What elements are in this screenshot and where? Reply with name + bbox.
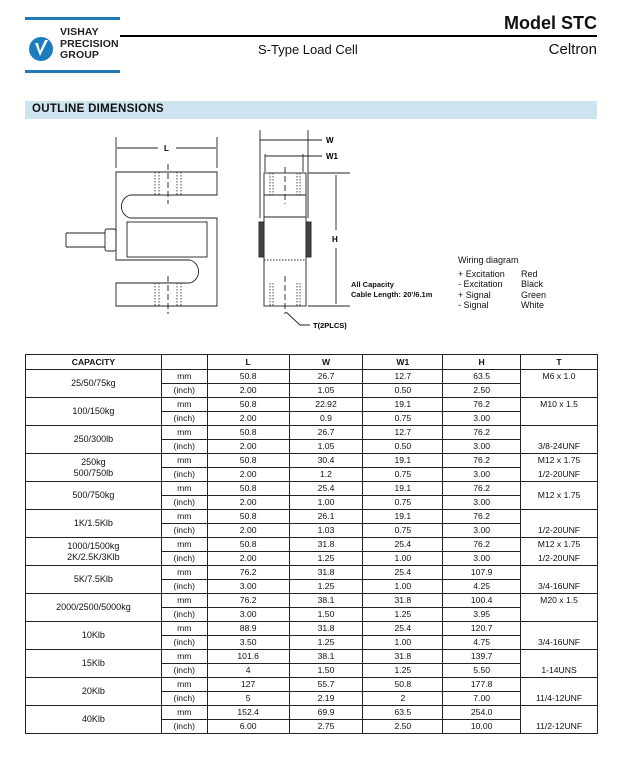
thread-spec-bottom: 1-14UNS (541, 665, 577, 675)
header-t: T (521, 355, 598, 370)
capacity-line: 15Klb (81, 658, 105, 668)
value-w1-mm: 12.7 (363, 426, 443, 440)
header-w: W (289, 355, 363, 370)
unit-inch: (inch) (161, 524, 207, 538)
wiring-color: Black (521, 279, 544, 289)
value-l-mm: 50.8 (207, 370, 289, 384)
capacity-cell (26, 426, 162, 454)
table-row-mm (26, 510, 598, 524)
thread-cell (521, 594, 598, 622)
value-h-inch: 7.00 (443, 692, 521, 706)
dim-label-l: L (164, 144, 169, 153)
value-l-mm: 88.9 (207, 622, 289, 636)
capacity-line: 5K/7.5Klb (73, 574, 113, 584)
value-w1-mm: 25.4 (363, 566, 443, 580)
capacity-line: 250kg (81, 456, 106, 467)
value-h-mm: 76.2 (443, 510, 521, 524)
value-w-mm: 25.4 (289, 482, 363, 496)
value-h-inch: 3.95 (443, 608, 521, 622)
value-l-mm: 50.8 (207, 426, 289, 440)
value-w-mm: 26.1 (289, 510, 363, 524)
cable-note-line-1: All Capacity (351, 280, 394, 289)
unit-mm: mm (161, 510, 207, 524)
value-w-mm: 38.1 (289, 650, 363, 664)
value-w-inch: 0.9 (289, 412, 363, 426)
value-w1-inch: 0.75 (363, 468, 443, 482)
value-l-inch: 2.00 (207, 552, 289, 566)
value-l-inch: 6.00 (207, 720, 289, 734)
table-row-mm (26, 594, 598, 608)
unit-inch: (inch) (161, 608, 207, 622)
header-h: H (443, 355, 521, 370)
wiring-title: Wiring diagram (458, 255, 519, 265)
wiring-signal: - Excitation (458, 279, 503, 289)
wiring-color: Red (521, 268, 538, 279)
wiring-color: White (521, 300, 545, 310)
table-row-mm (26, 566, 598, 580)
thread-cell (521, 482, 598, 510)
value-l-mm: 76.2 (207, 566, 289, 580)
thread-cell (521, 454, 598, 482)
value-h-inch: 10.00 (443, 720, 521, 734)
logo-v-mark-icon (29, 37, 53, 61)
wiring-color: Green (521, 289, 547, 300)
value-w1-inch: 1.00 (363, 552, 443, 566)
value-l-mm: 50.8 (207, 482, 289, 496)
capacity-cell (26, 510, 162, 538)
value-w-inch: 1.00 (289, 496, 363, 510)
table-body (26, 370, 598, 734)
unit-mm: mm (161, 650, 207, 664)
table-row-mm (26, 454, 598, 468)
dim-label-h: H (332, 235, 338, 244)
dim-label-w: W (326, 136, 334, 145)
value-w-inch: 1.03 (289, 524, 363, 538)
wiring-row (458, 269, 546, 280)
value-h-mm: 76.2 (443, 538, 521, 552)
value-h-mm: 120.7 (443, 622, 521, 636)
value-l-mm: 101.6 (207, 650, 289, 664)
value-l-inch: 3.00 (207, 580, 289, 594)
header-l: L (207, 355, 289, 370)
wiring-signal: + Signal (458, 289, 491, 300)
unit-mm: mm (161, 426, 207, 440)
capacity-line: 10Klb (81, 630, 105, 640)
capacity-line: 1000/1500kg (67, 540, 120, 551)
thread-spec-top (521, 678, 597, 691)
cable-note-line-2: Cable Length: 20'/6.1m (351, 289, 433, 299)
value-l-mm: 50.8 (207, 398, 289, 412)
capacity-cell (26, 650, 162, 678)
table-row-mm (26, 398, 598, 412)
unit-inch: (inch) (161, 552, 207, 566)
unit-mm: mm (161, 678, 207, 692)
value-l-mm: 50.8 (207, 538, 289, 552)
thread-spec-bottom: 3/4-16UNF (538, 581, 581, 591)
section-title: OUTLINE DIMENSIONS (32, 103, 164, 115)
capacity-cell (26, 370, 162, 398)
value-w-mm: 26.7 (289, 426, 363, 440)
table-row-mm (26, 706, 598, 720)
value-h-inch: 4.75 (443, 636, 521, 650)
value-l-inch: 2.00 (207, 440, 289, 454)
capacity-line: 250/300lb (73, 434, 114, 444)
cable-note (351, 280, 432, 299)
thread-spec: M12 x 1.75 (537, 490, 581, 500)
value-w1-mm: 25.4 (363, 622, 443, 636)
capacity-line: 100/150kg (72, 406, 115, 416)
table-row-mm (26, 678, 598, 692)
value-l-inch: 3.50 (207, 636, 289, 650)
header-w1: W1 (363, 355, 443, 370)
thread-cell (521, 398, 598, 426)
value-w1-mm: 12.7 (363, 370, 443, 384)
thread-spec-bottom: 1/2-20UNF (538, 525, 581, 535)
value-h-inch: 2.50 (443, 384, 521, 398)
capacity-line: 25/50/75kg (71, 378, 116, 388)
thread-spec-top (521, 426, 597, 439)
thread-cell (521, 622, 598, 650)
value-l-mm: 152.4 (207, 706, 289, 720)
value-w-inch: 1.25 (289, 580, 363, 594)
value-w1-mm: 50.8 (363, 678, 443, 692)
dim-label-t: T(2PLCS) (313, 321, 347, 330)
thread-cell (521, 650, 598, 678)
value-h-mm: 63.5 (443, 370, 521, 384)
thread-spec-top: M12 x 1.75 (537, 539, 581, 549)
table-row-mm (26, 538, 598, 552)
logo-line-2: PRECISION (60, 38, 119, 50)
value-w1-mm: 19.1 (363, 510, 443, 524)
unit-inch: (inch) (161, 412, 207, 426)
table-row-mm (26, 622, 598, 636)
wiring-row (458, 279, 546, 290)
capacity-line: 20Klb (81, 686, 105, 696)
unit-mm: mm (161, 398, 207, 412)
value-l-inch: 2.00 (207, 412, 289, 426)
thread-spec-top: M20 x 1.5 (540, 595, 578, 605)
value-w1-inch: 0.75 (363, 524, 443, 538)
label-plate (127, 222, 207, 257)
thread-spec-bottom (521, 608, 597, 621)
value-w-mm: 38.1 (289, 594, 363, 608)
value-w-mm: 26.7 (289, 370, 363, 384)
value-w-mm: 31.8 (289, 622, 363, 636)
capacity-line: 500/750lb (73, 467, 114, 478)
thread-spec-top: M6 x 1.0 (542, 371, 576, 381)
capacity-cell (26, 398, 162, 426)
value-w1-mm: 31.8 (363, 594, 443, 608)
dim-label-w1: W1 (326, 152, 338, 161)
unit-mm: mm (161, 482, 207, 496)
thread-cell (521, 538, 598, 566)
unit-mm: mm (161, 454, 207, 468)
value-l-inch: 4 (207, 664, 289, 678)
value-w-inch: 1.05 (289, 440, 363, 454)
value-w-mm: 31.8 (289, 566, 363, 580)
thread-spec-bottom: 1/2-20UNF (538, 469, 581, 479)
value-w1-inch: 0.50 (363, 384, 443, 398)
value-w-inch: 1.25 (289, 552, 363, 566)
value-w-inch: 1.05 (289, 384, 363, 398)
value-w-inch: 1.50 (289, 608, 363, 622)
capacity-cell (26, 566, 162, 594)
capacity-line: 500/750kg (72, 490, 115, 500)
capacity-line: 2000/2500/5000kg (56, 602, 131, 612)
value-h-inch: 4.25 (443, 580, 521, 594)
capacity-line: 40Klb (81, 714, 105, 724)
unit-mm: mm (161, 370, 207, 384)
value-l-inch: 3.00 (207, 608, 289, 622)
unit-inch: (inch) (161, 720, 207, 734)
value-w-mm: 69.9 (289, 706, 363, 720)
value-h-inch: 3.00 (443, 412, 521, 426)
thread-spec-top (521, 706, 597, 719)
thread-spec-bottom (521, 384, 597, 397)
unit-mm: mm (161, 538, 207, 552)
table-row-mm (26, 650, 598, 664)
thread-spec-top (521, 650, 597, 663)
value-h-inch: 3.00 (443, 496, 521, 510)
value-w1-mm: 19.1 (363, 454, 443, 468)
s-body-outline (116, 172, 217, 306)
value-h-mm: 76.2 (443, 426, 521, 440)
value-w1-inch: 2.50 (363, 720, 443, 734)
value-w-inch: 1.25 (289, 636, 363, 650)
thread-cell (521, 678, 598, 706)
capacity-cell (26, 454, 162, 482)
value-l-mm: 50.8 (207, 454, 289, 468)
capacity-line: 1K/1.5Klb (73, 518, 113, 528)
dimensions-table (25, 354, 598, 734)
value-l-mm: 127 (207, 678, 289, 692)
value-w1-inch: 1.00 (363, 636, 443, 650)
value-l-inch: 2.00 (207, 468, 289, 482)
header-capacity: CAPACITY (26, 355, 162, 370)
logo-line-3: GROUP (60, 49, 100, 61)
value-h-mm: 177.8 (443, 678, 521, 692)
value-l-mm: 50.8 (207, 510, 289, 524)
thread-spec-bottom: 11/4-12UNF (535, 693, 583, 703)
value-w1-inch: 0.75 (363, 412, 443, 426)
value-w-inch: 2.75 (289, 720, 363, 734)
thread-spec-top: M10 x 1.5 (540, 399, 578, 409)
logo-bottom-bar (25, 70, 120, 73)
outline-drawing (60, 122, 360, 342)
unit-inch: (inch) (161, 692, 207, 706)
cable (66, 233, 105, 247)
value-w-mm: 31.8 (289, 538, 363, 552)
capacity-cell (26, 622, 162, 650)
thread-cell (521, 566, 598, 594)
vpg-logo (25, 17, 120, 73)
wiring-row (458, 300, 546, 311)
thread-spec-bottom: 11/2-12UNF (535, 721, 583, 731)
thread-cell (521, 706, 598, 734)
thread-cell (521, 370, 598, 398)
value-h-mm: 76.2 (443, 482, 521, 496)
thread-spec-bottom: 1/2-20UNF (538, 553, 581, 563)
value-w1-inch: 0.75 (363, 496, 443, 510)
value-w1-inch: 1.25 (363, 664, 443, 678)
wiring-signal: + Excitation (458, 268, 505, 279)
thread-spec-top: M12 x 1.75 (537, 455, 581, 465)
table-row-mm (26, 426, 598, 440)
value-w1-mm: 19.1 (363, 482, 443, 496)
value-h-inch: 3.00 (443, 524, 521, 538)
thread-spec-bottom (521, 412, 597, 425)
unit-inch: (inch) (161, 384, 207, 398)
value-h-inch: 3.00 (443, 468, 521, 482)
capacity-cell (26, 706, 162, 734)
capacity-cell (26, 678, 162, 706)
thread-cell (521, 426, 598, 454)
thread-spec-bottom: 3/8-24UNF (538, 441, 581, 451)
value-l-mm: 76.2 (207, 594, 289, 608)
value-w1-mm: 19.1 (363, 398, 443, 412)
value-w1-inch: 1.00 (363, 580, 443, 594)
thread-cell (521, 510, 598, 538)
capacity-cell (26, 482, 162, 510)
value-h-mm: 76.2 (443, 454, 521, 468)
unit-inch: (inch) (161, 468, 207, 482)
value-w-inch: 2.19 (289, 692, 363, 706)
unit-mm: mm (161, 566, 207, 580)
value-h-mm: 100.4 (443, 594, 521, 608)
thread-spec-bottom: 3/4-16UNF (538, 637, 581, 647)
capacity-line: 2K/2.5K/3Klb (67, 551, 120, 562)
brand-name: Celtron (548, 41, 597, 58)
unit-mm: mm (161, 706, 207, 720)
value-l-inch: 2.00 (207, 384, 289, 398)
value-h-inch: 3.00 (443, 440, 521, 454)
value-w-mm: 55.7 (289, 678, 363, 692)
model-title: Model STC (504, 13, 597, 33)
wiring-row (458, 290, 546, 301)
value-w1-mm: 25.4 (363, 538, 443, 552)
unit-inch: (inch) (161, 664, 207, 678)
thread-spec-top (521, 566, 597, 579)
value-w1-inch: 0.50 (363, 440, 443, 454)
value-w-mm: 22.92 (289, 398, 363, 412)
value-l-inch: 5 (207, 692, 289, 706)
value-h-inch: 3.00 (443, 552, 521, 566)
cable-nut (105, 229, 116, 251)
header-unit (161, 355, 207, 370)
value-l-inch: 2.00 (207, 496, 289, 510)
logo-line-1: VISHAY (60, 26, 99, 38)
value-w-inch: 1.2 (289, 468, 363, 482)
unit-mm: mm (161, 622, 207, 636)
value-w1-inch: 2 (363, 692, 443, 706)
unit-inch: (inch) (161, 580, 207, 594)
value-h-mm: 107.9 (443, 566, 521, 580)
table-row-mm (26, 370, 598, 384)
value-w-inch: 1.50 (289, 664, 363, 678)
capacity-cell (26, 594, 162, 622)
thread-spec-top (521, 510, 597, 523)
wiring-signal: - Signal (458, 300, 489, 310)
value-h-inch: 5.50 (443, 664, 521, 678)
value-w1-inch: 1.25 (363, 608, 443, 622)
wiring-diagram (458, 255, 546, 311)
unit-inch: (inch) (161, 440, 207, 454)
unit-inch: (inch) (161, 496, 207, 510)
product-subtitle: S-Type Load Cell (258, 42, 358, 57)
table-header-row (26, 355, 598, 370)
value-h-mm: 139.7 (443, 650, 521, 664)
logo-top-bar (25, 17, 120, 20)
header-rule (120, 35, 597, 37)
thread-spec-top (521, 622, 597, 635)
value-w-mm: 30.4 (289, 454, 363, 468)
value-w1-mm: 63.5 (363, 706, 443, 720)
value-w1-mm: 31.8 (363, 650, 443, 664)
table-row-mm (26, 482, 598, 496)
capacity-cell (26, 538, 162, 566)
unit-mm: mm (161, 594, 207, 608)
value-h-mm: 76.2 (443, 398, 521, 412)
value-h-mm: 254.0 (443, 706, 521, 720)
value-l-inch: 2.00 (207, 524, 289, 538)
unit-inch: (inch) (161, 636, 207, 650)
